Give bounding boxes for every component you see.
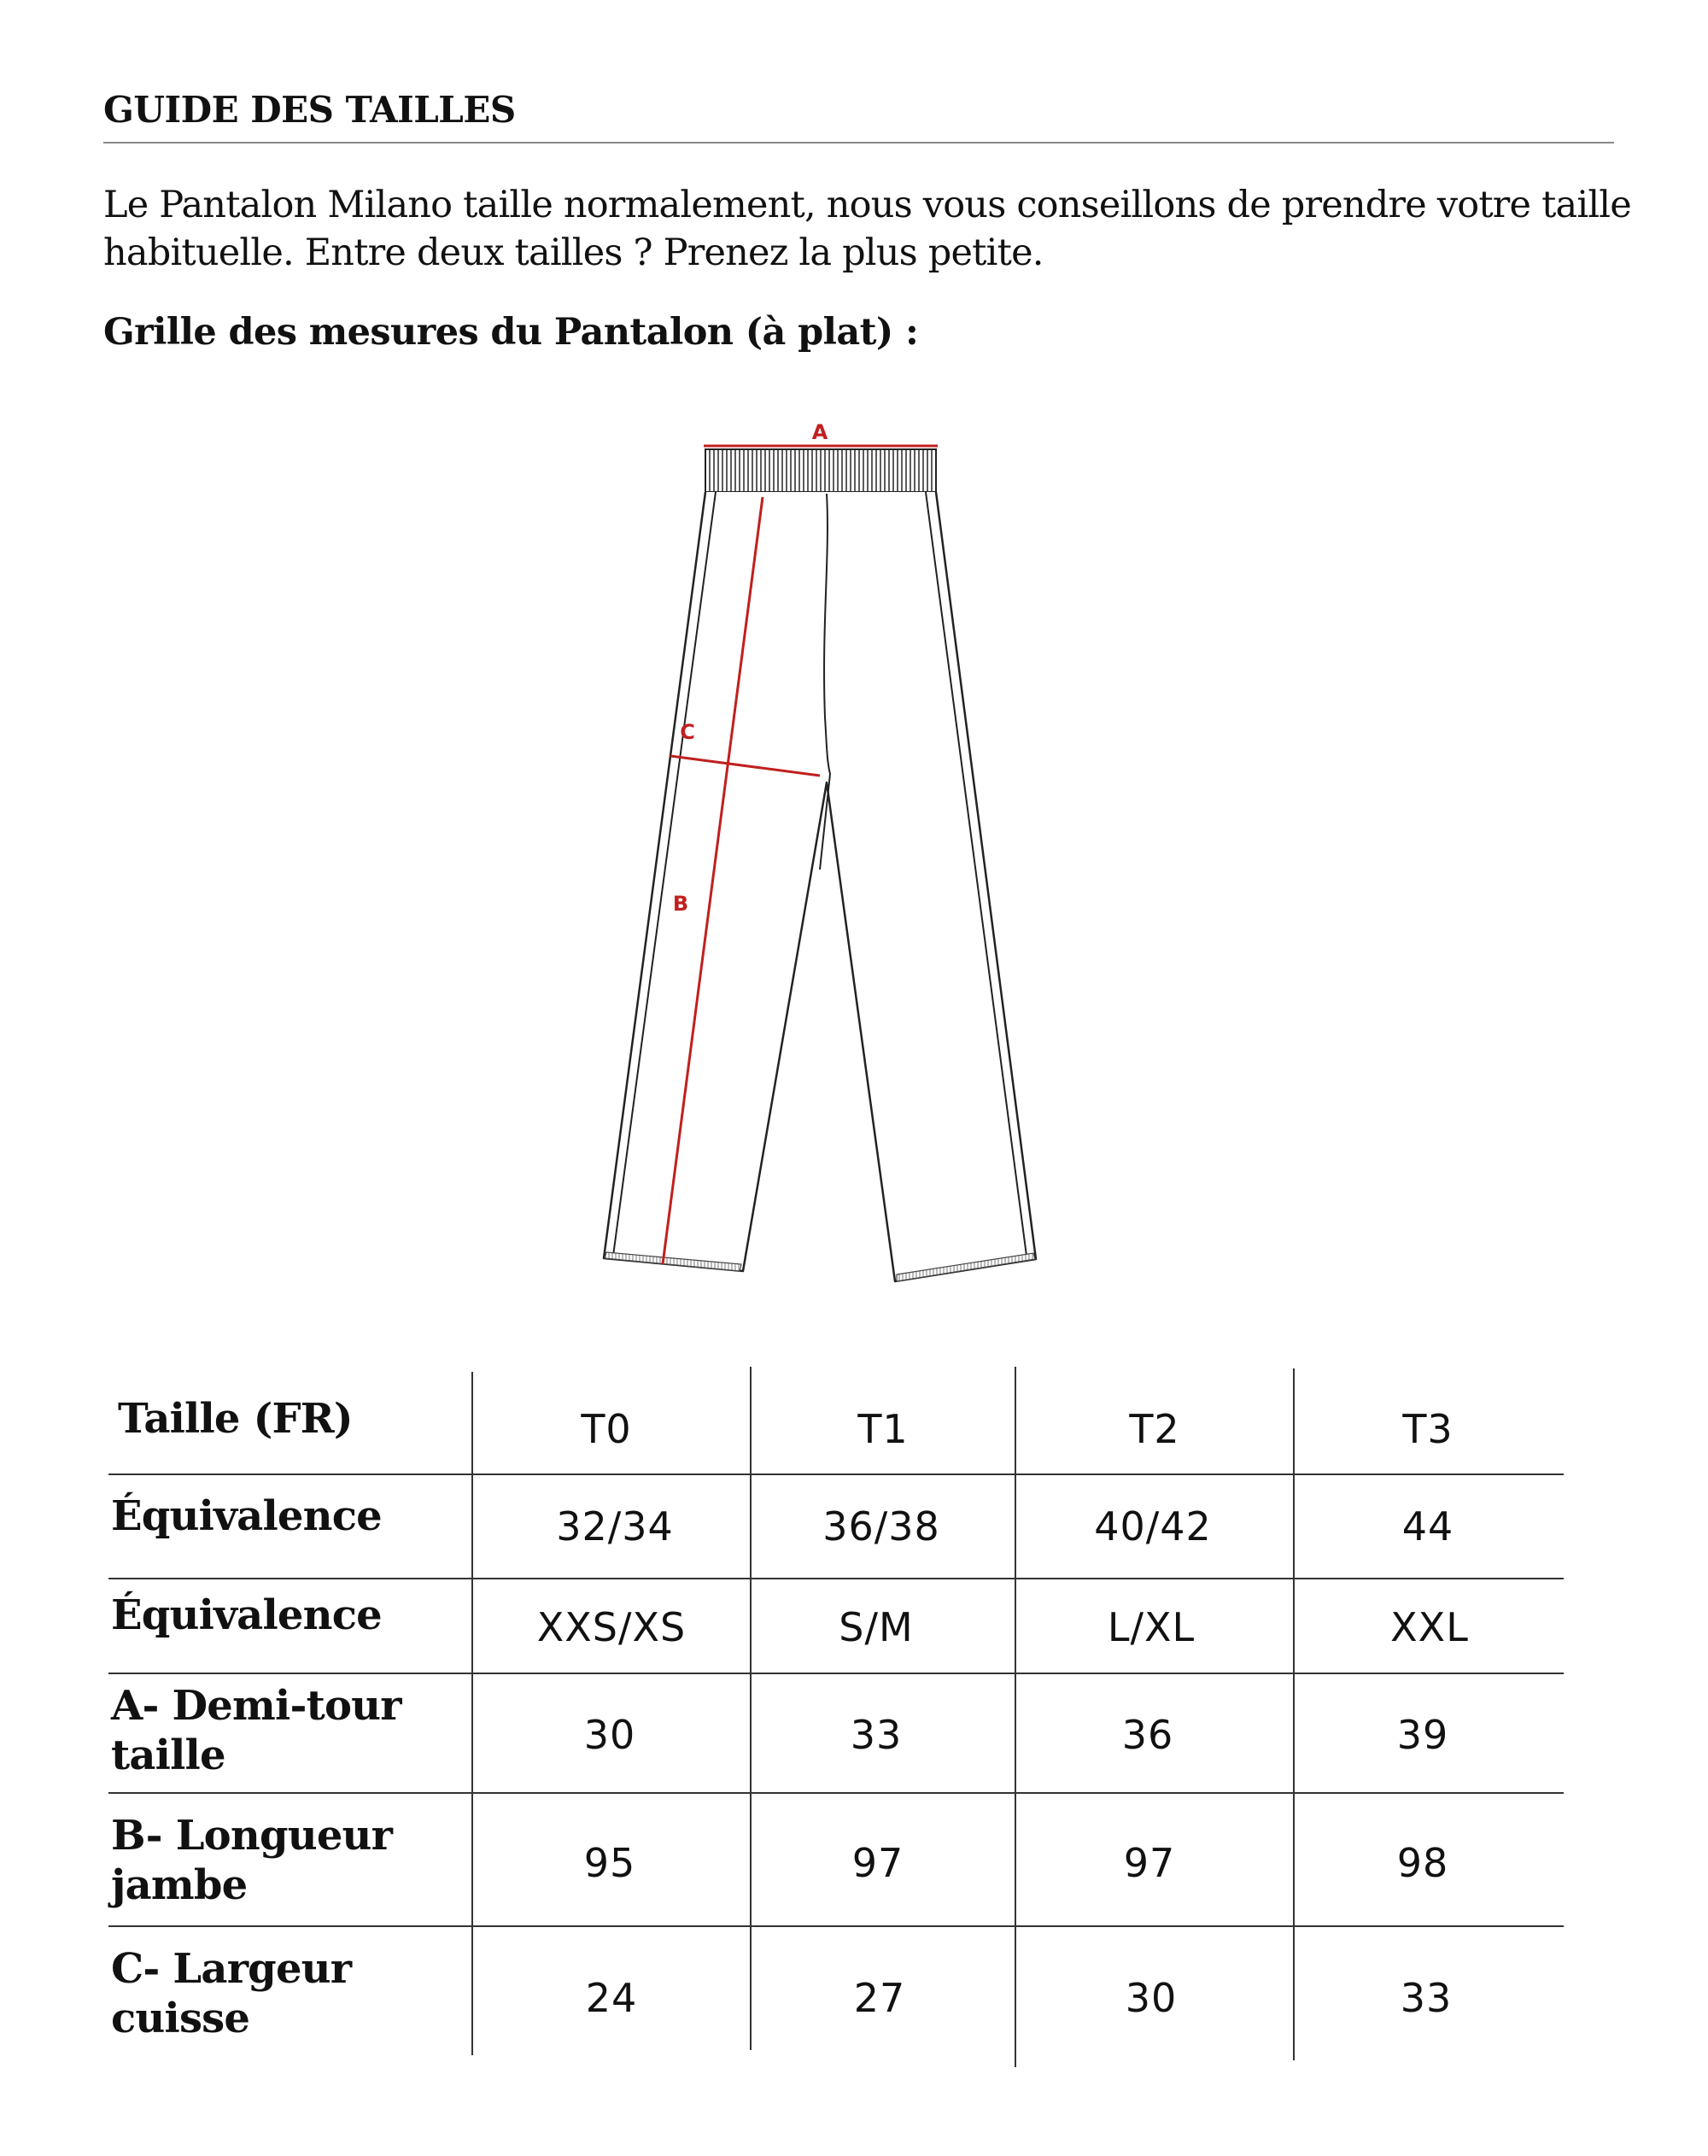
waistband: [705, 449, 936, 492]
row-label-size: Taille (FR): [118, 1395, 353, 1443]
row-divider: [108, 1925, 1564, 1927]
row-divider: [108, 1578, 1564, 1579]
title-divider: [103, 142, 1614, 144]
table-cell: XXS/XS: [536, 1604, 687, 1650]
row-label-thigh-width: C- Largeur cuisse: [111, 1945, 352, 2042]
size-table: [0, 1358, 1708, 2076]
table-cell: 30: [583, 1712, 636, 1758]
measure-label-b: B: [672, 892, 689, 916]
table-cell: 44: [1401, 1503, 1454, 1550]
row-divider: [108, 1673, 1564, 1674]
table-cell: 24: [585, 1975, 638, 2021]
table-cell: XXL: [1390, 1604, 1469, 1650]
pants-illustration: [0, 401, 1708, 1307]
table-cell: 32/34: [556, 1503, 674, 1550]
table-cell: T3: [1402, 1406, 1454, 1452]
table-cell: 97: [1123, 1840, 1176, 1886]
intro-line-1: Le Pantalon Milano taille normalement, nous vous conseillons de prendre votre taille: [103, 184, 1631, 226]
row-label-leg-length: B- Longueur jambe: [111, 1812, 393, 1909]
table-cell: 33: [850, 1712, 903, 1758]
column-divider: [750, 1367, 752, 2050]
table-cell: 36: [1121, 1712, 1174, 1758]
table-cell: L/XL: [1107, 1604, 1196, 1650]
table-cell: S/M: [839, 1604, 914, 1650]
table-cell: 36/38: [822, 1503, 940, 1550]
row-label-waist: A- Demi-tour taille: [111, 1682, 401, 1779]
measurements-heading: Grille des mesures du Pantalon (à plat) :: [103, 311, 919, 354]
table-cell: 95: [583, 1840, 636, 1886]
table-cell: 30: [1125, 1975, 1178, 2021]
table-cell: 39: [1396, 1712, 1449, 1758]
table-cell: 98: [1396, 1840, 1449, 1886]
measure-label-c: C: [680, 720, 695, 744]
measure-label-a: A: [811, 420, 828, 444]
intro-text: [103, 181, 1632, 277]
intro-line-2: habituelle. Entre deux tailles ? Prenez la plus petite.: [103, 231, 1044, 274]
row-label-equivalence: Équivalence: [111, 1492, 382, 1540]
row-divider: [108, 1473, 1564, 1475]
table-cell: 27: [853, 1975, 906, 2021]
page-title: GUIDE DES TAILLES: [103, 89, 516, 131]
table-cell: 33: [1400, 1975, 1453, 2021]
table-cell: T0: [581, 1406, 632, 1452]
pants-diagram: [0, 401, 1708, 1307]
table-cell: 40/42: [1094, 1503, 1212, 1550]
table-cell: 97: [851, 1840, 904, 1886]
table-cell: T1: [857, 1406, 909, 1452]
row-label-equivalence: Équivalence: [111, 1591, 382, 1639]
table-cell: T2: [1129, 1406, 1180, 1452]
pants-outline: [604, 492, 1036, 1281]
row-divider: [108, 1792, 1564, 1794]
